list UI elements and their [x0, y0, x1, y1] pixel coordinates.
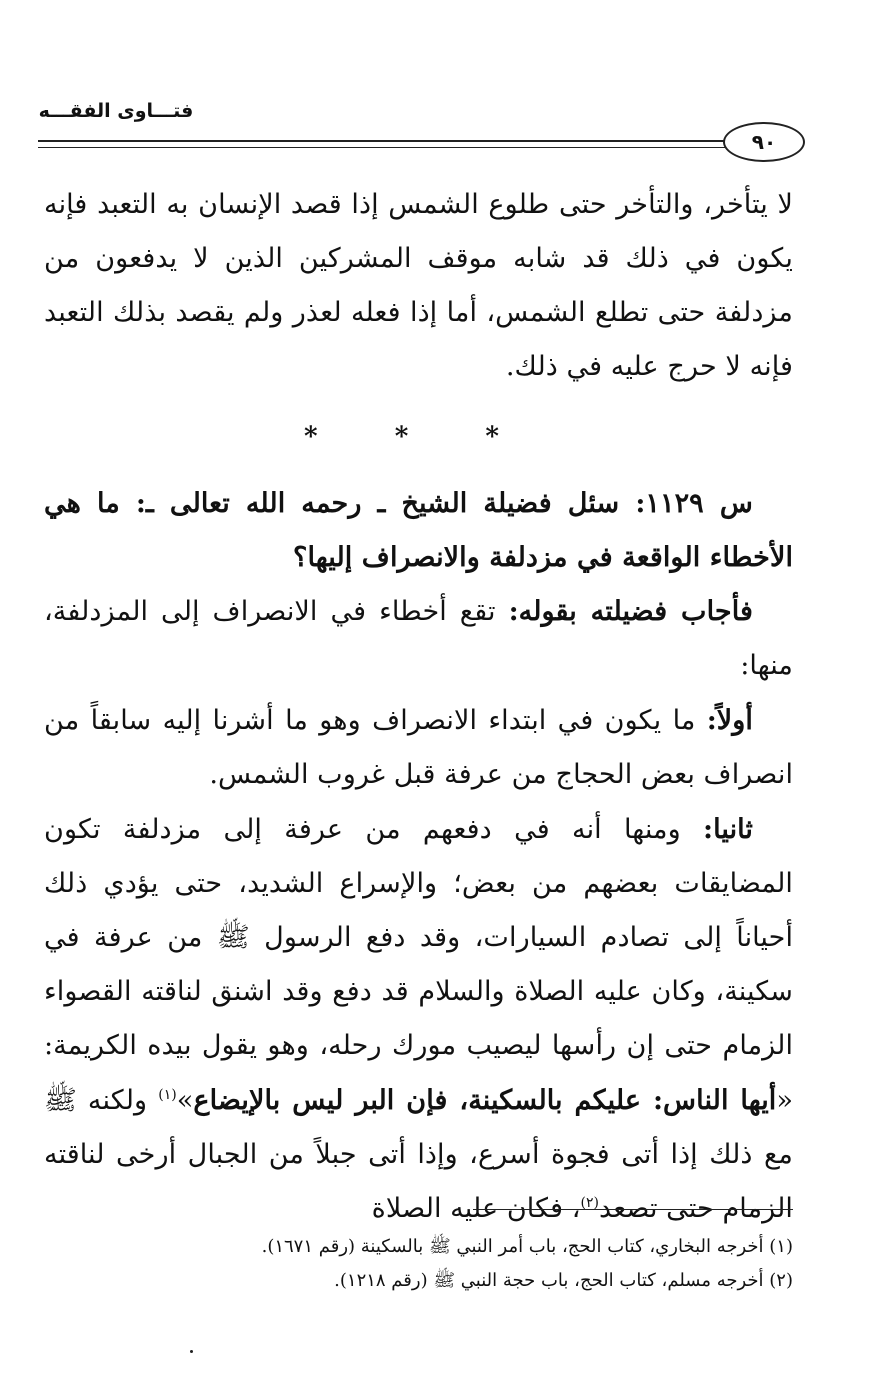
hadith-close: » — [176, 1085, 194, 1116]
header-rule — [38, 140, 760, 148]
footnote-rule — [473, 1209, 793, 1210]
page-number: ٩٠ — [723, 122, 805, 162]
first-point-paragraph — [44, 693, 793, 802]
print-speck — [190, 1350, 193, 1353]
answer-lead: فأجاب فضيلته بقوله: — [508, 595, 753, 627]
first-point-text: ما يكون في ابتداء الانصراف وهو ما أشرنا إليه سابقاً من انصراف بعض الحجاج من عرفة قبل غروب الشمس. — [44, 705, 793, 790]
footnote-2: (٢) أخرجه مسلم، كتاب الحج، باب حجة النبي ﷺ (رقم ١٢١٨). — [334, 1270, 793, 1291]
footnotes — [60, 1230, 793, 1298]
running-header-title: فتـــاوى الفقـــه — [38, 100, 194, 122]
second-point-text-3: ، فكان عليه الصلاة — [371, 1193, 581, 1224]
section-separator: * * * — [304, 422, 533, 452]
hadith-quote: أيها الناس: عليكم بالسكينة، فإن البر ليس بالإيضاع — [193, 1084, 777, 1116]
footnote-1: (١) أخرجه البخاري، كتاب الحج، باب أمر النبي ﷺ بالسكينة (رقم ١٦٧١). — [261, 1236, 793, 1257]
second-point-paragraph — [44, 802, 793, 1236]
second-point-text-2: ولكنه ﷺ مع ذلك إذا أتى فجوة أسرع، وإذا أتى جبلاً من الجبال أرخى لناقته الزمام حتى تصعد — [44, 1085, 793, 1224]
page-body — [44, 178, 793, 1236]
intro-paragraph: لا يتأخر، والتأخر حتى طلوع الشمس إذا قصد الإنسان به التعبد فإنه يكون في ذلك قد شابه موقف المشركين الذين لا يدفعون من مزدلفة حتى تطلع الشمس، أما إذا فعله لعذر ولم يقصد بذلك التعبد فإنه لا حرج عليه في ذلك. — [44, 189, 793, 382]
question-paragraph: س ١١٢٩: سئل فضيلة الشيخ ـ رحمه الله تعالى ـ: ما هي الأخطاء الواقعة في مزدلفة والانصراف إليها؟ — [44, 487, 793, 573]
answer-text: تقع أخطاء في الانصراف إلى المزدلفة، منها: — [44, 596, 793, 681]
first-point-lead: أولاً: — [706, 704, 753, 736]
footnote-ref-2: (٢) — [580, 1194, 599, 1211]
footnote-ref-1: (١) — [158, 1086, 177, 1103]
answer-paragraph — [44, 584, 793, 693]
second-point-text: ومنها أنه في دفعهم من عرفة إلى مزدلفة تكون المضايقات بعضهم من بعض؛ والإسراع الشديد، حتى يؤدي ذلك أحياناً إلى تصادم السيارات، وقد دفع الرسول ﷺ من عرفة في سكينة، وكان عليه الصلاة والسلام قد دفع وقد اشنق لناقته القصواء الزمام حتى إن رأسها ليصيب مورك رحله، وهو يقول بيده الكريمة: « — [44, 814, 793, 1116]
second-point-lead: ثانيا: — [703, 813, 753, 845]
